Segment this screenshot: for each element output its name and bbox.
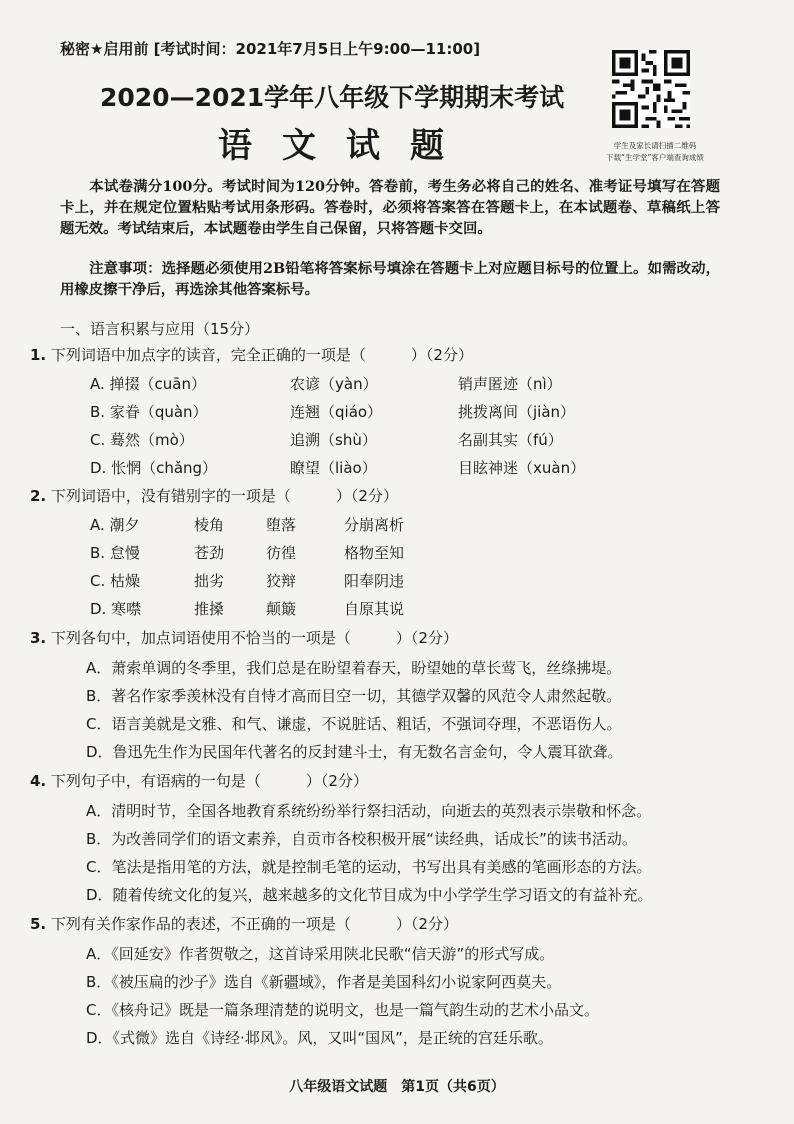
q3-option-a: A．萧索单调的冬季里，我们总是在盼望着春天，盼望她的草长莺飞，丝绦拂堤。	[86, 659, 622, 677]
q2-option-b-3: 彷徨	[266, 544, 297, 562]
q4-option-d: D．随着传统文化的复兴，越来越多的文化节目成为中小学学生学习语文的有益补充。	[86, 886, 653, 904]
qr-caption-1: 学生及家长请扫描二维码	[613, 141, 697, 150]
q1-option-d-3: 目眩神迷（xuàn）	[458, 459, 586, 477]
question-5-stem: 5. 下列有关作家作品的表述，不正确的一项是（ ）（2分）	[30, 915, 458, 933]
q1-option-d-1: D. 怅惘（chǎng）	[90, 459, 218, 477]
q1-option-d-2: 瞭望（liào）	[290, 459, 377, 477]
q2-option-b-2: 苍劲	[194, 544, 225, 562]
q5-option-b: B．《被压扁的沙子》选自《新疆域》，作者是美国科幻小说家阿西莫夫。	[86, 973, 562, 991]
q2-option-d-3: 颠簸	[266, 600, 297, 618]
q1-option-b-3: 挑拨离间（jiàn）	[458, 403, 576, 421]
q4-option-b: B．为改善同学们的语文素养，自贡市各校积极开展“读经典，话成长”的读书活动。	[86, 830, 637, 848]
exam-subtitle: 语文试题	[218, 126, 474, 166]
q2-option-a-1: A. 潮夕	[90, 516, 140, 534]
q2-option-d-1: D. 寒噤	[90, 600, 142, 618]
q2-option-b-1: B. 怠慢	[90, 544, 140, 562]
exam-meta: 秘密★启用前 [考试时间：2021年7月5日上午9:00—11:00]	[60, 40, 481, 58]
q3-option-c: C．语言美就是文雅、和气、谦虚，不说脏话、粗话，不强词夺理，不恶语伤人。	[86, 715, 622, 733]
question-4-stem: 4. 下列句子中，有语病的一句是（ ）（2分）	[30, 772, 368, 790]
q2-option-c-2: 拙劣	[194, 572, 225, 590]
q2-option-a-2: 棱角	[194, 516, 225, 534]
q2-option-c-4: 阳奉阴违	[344, 572, 405, 590]
q5-option-a: A．《回延安》作者贺敬之，这首诗采用陕北民歌“信天游”的形式写成。	[86, 945, 555, 963]
q2-option-d-2: 推搡	[194, 600, 225, 618]
q4-option-a: A．清明时节，全国各地教育系统纷纷举行祭扫活动，向逝去的英烈表示崇敬和怀念。	[86, 802, 652, 820]
question-2-stem: 2. 下列词语中，没有错别字的一项是（ ）（2分）	[30, 487, 398, 505]
q4-option-c: C．笔法是指用笔的方法，就是控制毛笔的运动，书写出具有美感的笔画形态的方法。	[86, 858, 652, 876]
qr-code-icon	[612, 50, 690, 128]
q2-option-b-4: 格物至知	[344, 544, 405, 562]
question-1-stem: 1. 下列词语中加点字的读音，完全正确的一项是（ ）（2分）	[30, 346, 473, 364]
qr-caption-2: 下载“生学堂”客户端查询成绩	[606, 153, 704, 162]
question-3-stem: 3. 下列各句中，加点词语使用不恰当的一项是（ ）（2分）	[30, 629, 458, 647]
q1-option-a-2: 农谚（yàn）	[290, 375, 378, 393]
section-heading: 一、语言积累与应用（15分）	[60, 320, 260, 338]
q5-option-c: C．《核舟记》既是一篇条理清楚的说明文，也是一篇气韵生动的艺术小品文。	[86, 1001, 599, 1019]
q3-option-d: D．鲁迅先生作为民国年代著名的反封建斗士，有无数名言金句，令人震耳欲聋。	[86, 743, 623, 761]
q2-option-d-4: 自原其说	[344, 600, 405, 618]
q1-option-a-3: 销声匿迹（nì）	[458, 375, 562, 393]
q1-option-c-2: 追溯（shù）	[290, 431, 377, 449]
q1-option-c-1: C. 蓦然（mò）	[90, 431, 194, 449]
q1-option-a-1: A. 掸掇（cuān）	[90, 375, 206, 393]
q2-option-c-1: C. 枯燥	[90, 572, 141, 590]
q1-option-c-3: 名副其实（fú）	[458, 431, 563, 449]
q2-option-a-4: 分崩离析	[344, 516, 405, 534]
q2-option-c-3: 狡辩	[266, 572, 297, 590]
exam-title: 2020—2021学年八年级下学期期末考试	[100, 83, 565, 112]
exam-notice: 注意事项：选择题必须使用2B铅笔将答案标号填涂在答题卡上对应题目标号的位置上。如需改动，用橡皮擦干净后，再选涂其他答案标号。	[60, 260, 720, 298]
exam-intro: 本试卷满分100分。考试时间为120分钟。答卷前，考生务必将自己的姓名、准考证号填写在答题卡上，并在规定位置粘贴考试用条形码。答卷时，必须将答案答在答题卡上，在本试题卷、草稿纸上答题无效。考试结束后，本试题卷由学生自己保留，只将答题卡交回。	[60, 178, 720, 237]
q2-option-a-3: 堕落	[266, 516, 297, 534]
q1-option-b-2: 连翘（qiáo）	[290, 403, 383, 421]
page-footer: 八年级语文试题 第1页（共6页）	[289, 1079, 505, 1095]
q5-option-d: D．《式微》选自《诗经·邶风》。风，又叫“国风”，是正统的宫廷乐歌。	[86, 1029, 553, 1047]
q3-option-b: B．著名作家季羡林没有自恃才高而目空一切，其德学双馨的风范令人肃然起敬。	[86, 687, 622, 705]
q1-option-b-1: B. 家眷（quàn）	[90, 403, 208, 421]
